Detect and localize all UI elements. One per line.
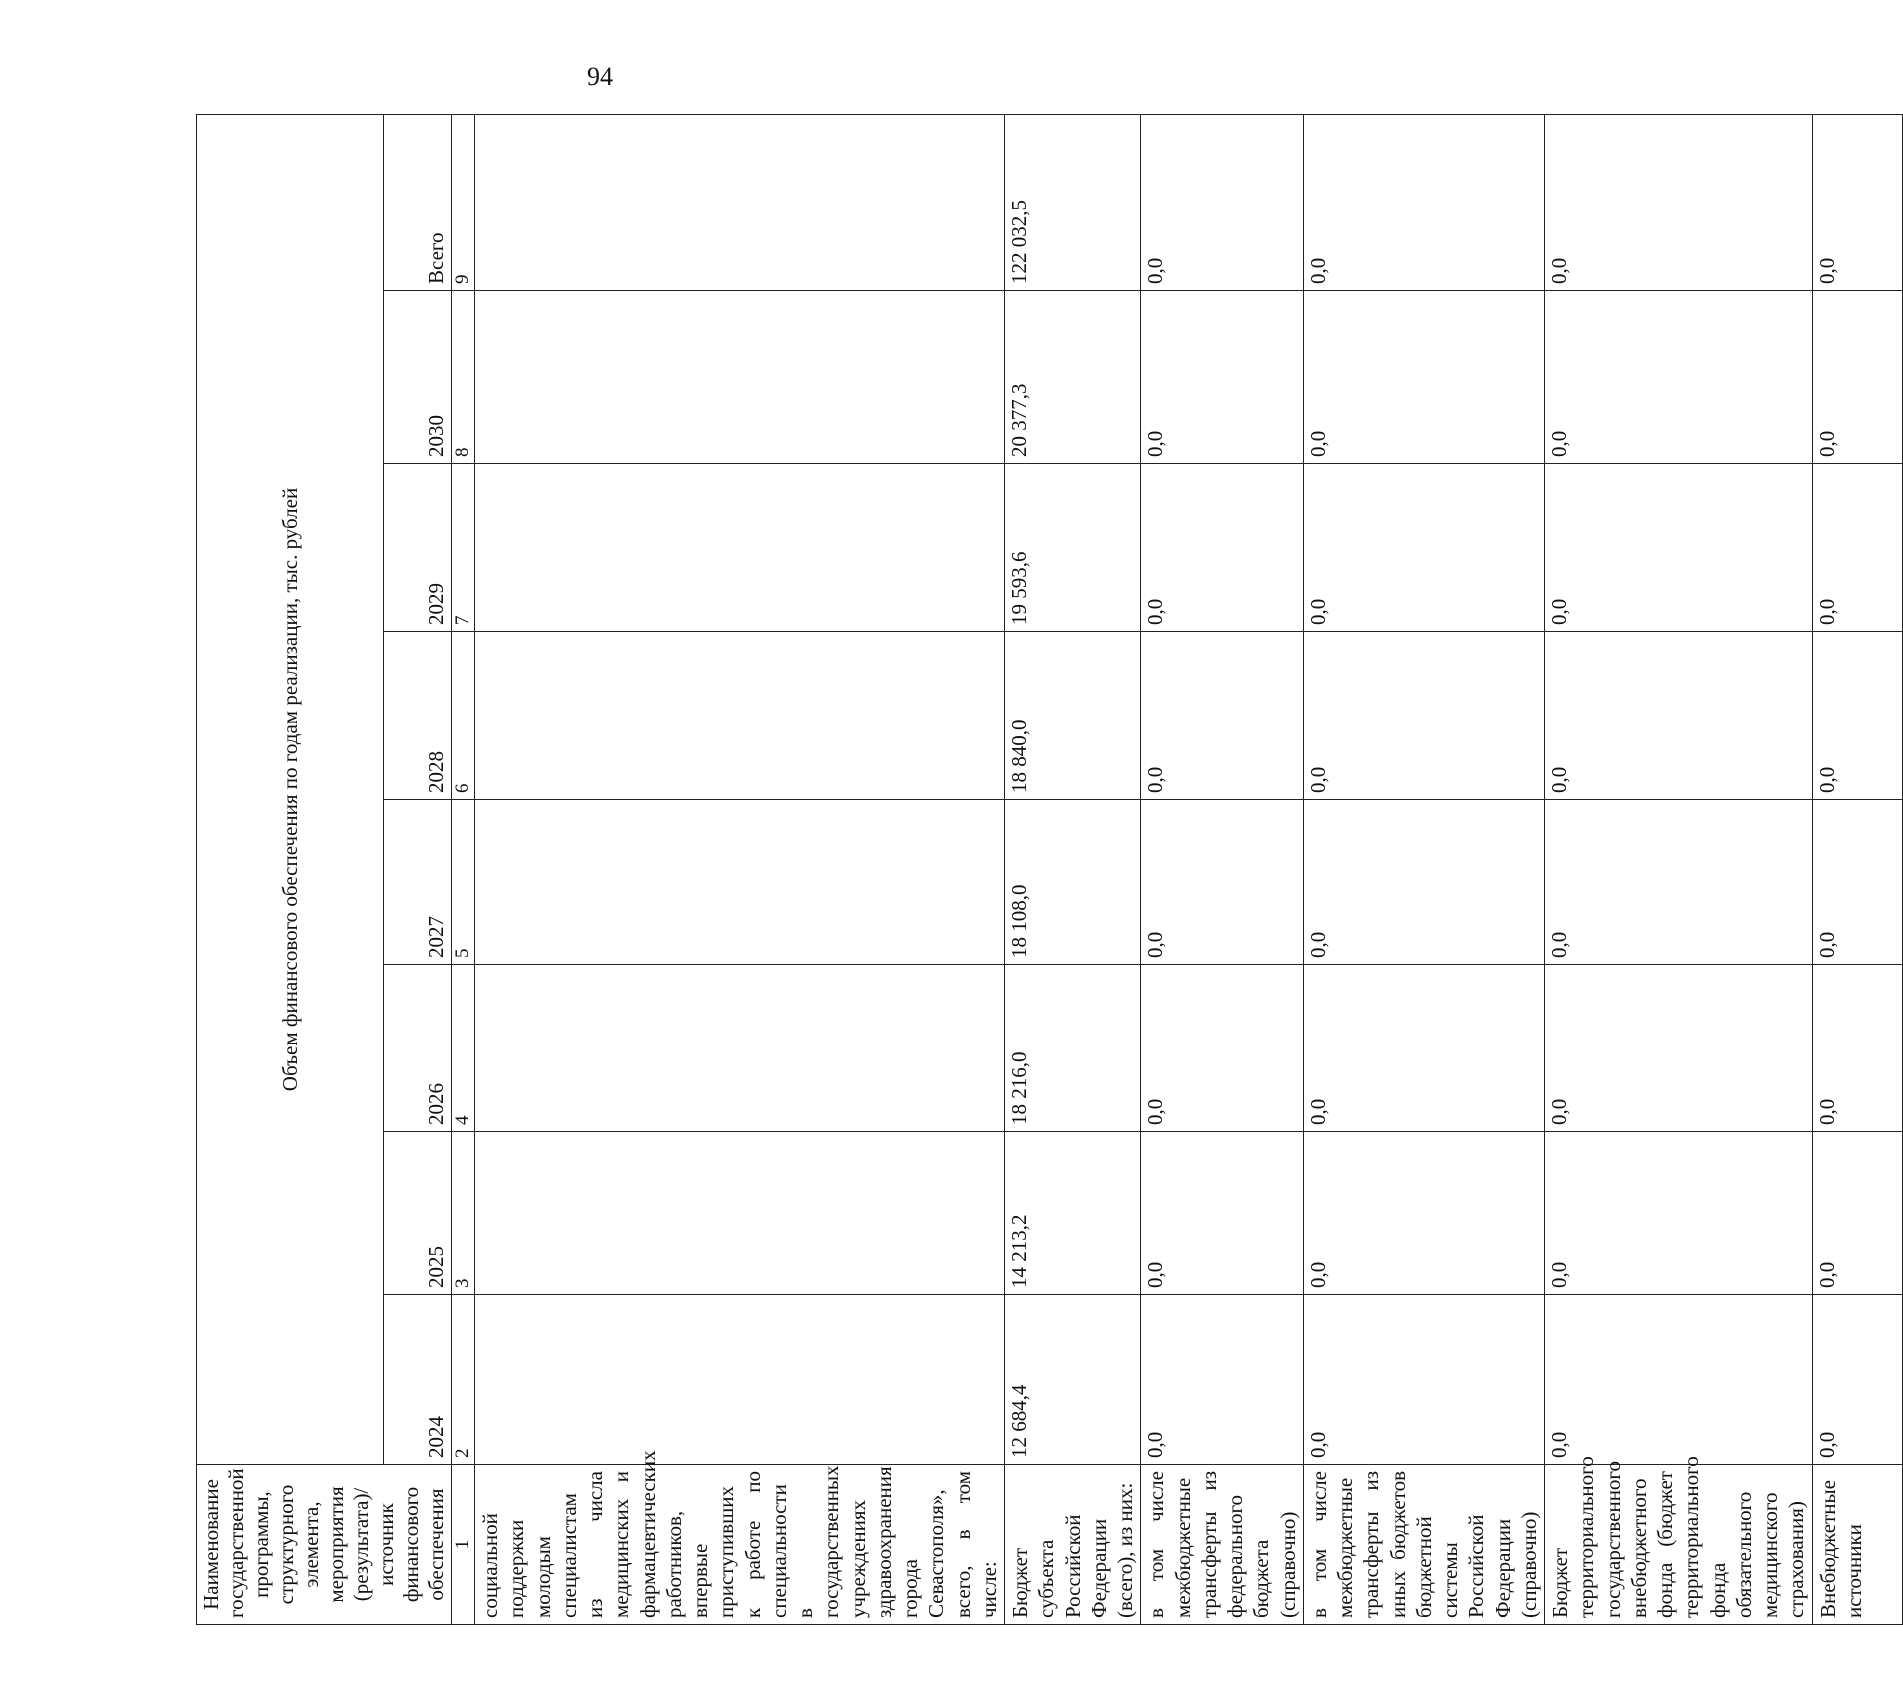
value-cell: 0,0 xyxy=(1545,965,1813,1132)
table-row xyxy=(1141,114,1304,1624)
table-row xyxy=(1812,114,1902,1624)
value-cell: 0,0 xyxy=(1303,114,1544,290)
rotated-table-wrapper xyxy=(196,115,1866,1625)
value-cell: 0,0 xyxy=(1545,1295,1813,1465)
column-number-cell: 3 xyxy=(452,1132,475,1295)
value-cell: 18 216,0 xyxy=(1005,965,1141,1132)
year-header-cell: Всего xyxy=(384,114,452,290)
value-cell xyxy=(475,1132,1005,1295)
value-cell: 0,0 xyxy=(1141,464,1304,632)
header-volume-cell: Объем финансового обеспечения по годам реализации, тыс. рублей xyxy=(197,114,384,1464)
value-cell: 18 840,0 xyxy=(1005,632,1141,800)
page-number: 94 xyxy=(587,62,613,91)
row-name-cell: в том числе межбюджетные трансферты из иных бюджетов бюджетной системы Российской Федерации (справочно) xyxy=(1303,1465,1544,1625)
year-header-cell: 2028 xyxy=(384,632,452,800)
column-number-cell: 2 xyxy=(452,1295,475,1465)
value-cell: 0,0 xyxy=(1812,114,1902,290)
value-cell: 0,0 xyxy=(1303,632,1544,800)
year-header-cell: 2027 xyxy=(384,800,452,965)
value-cell: 122 032,5 xyxy=(1005,114,1141,290)
value-cell xyxy=(475,800,1005,965)
value-cell: 0,0 xyxy=(1545,800,1813,965)
year-header-row xyxy=(384,114,452,1624)
row-name-cell: в том числе межбюджетные трансферты из федерального бюджета (справочно) xyxy=(1141,1465,1304,1625)
table-row xyxy=(1303,114,1544,1624)
value-cell xyxy=(475,965,1005,1132)
value-cell: 0,0 xyxy=(1545,632,1813,800)
row-name-cell: Бюджет территориального государственного внебюджетного фонда (бюджет территориального фонда обязательного медицинского страхования) xyxy=(1545,1465,1813,1625)
table-row xyxy=(1005,114,1141,1624)
column-number-cell: 7 xyxy=(452,464,475,632)
table-row xyxy=(1545,114,1813,1624)
value-cell: 0,0 xyxy=(1812,1132,1902,1295)
value-cell: 0,0 xyxy=(1141,800,1304,965)
column-number-cell: 1 xyxy=(452,1465,475,1625)
value-cell xyxy=(475,632,1005,800)
value-cell: 14 213,2 xyxy=(1005,1132,1141,1295)
value-cell: 0,0 xyxy=(1812,291,1902,464)
column-number-cell: 9 xyxy=(452,114,475,290)
column-number-cell: 8 xyxy=(452,291,475,464)
value-cell: 0,0 xyxy=(1812,1295,1902,1465)
value-cell: 0,0 xyxy=(1545,464,1813,632)
value-cell: 0,0 xyxy=(1812,632,1902,800)
column-number-cell: 5 xyxy=(452,800,475,965)
row-name-cell: Бюджет субъекта Российской Федерации (всего), из них: xyxy=(1005,1465,1141,1625)
value-cell: 0,0 xyxy=(1545,291,1813,464)
year-header-cell: 2026 xyxy=(384,965,452,1132)
value-cell: 0,0 xyxy=(1141,965,1304,1132)
value-cell: 20 377,3 xyxy=(1005,291,1141,464)
table-row xyxy=(475,114,1005,1624)
value-cell: 0,0 xyxy=(1812,965,1902,1132)
value-cell: 0,0 xyxy=(1141,1295,1304,1465)
value-cell: 0,0 xyxy=(1303,1132,1544,1295)
year-header-cell: 2029 xyxy=(384,464,452,632)
value-cell: 12 684,4 xyxy=(1005,1295,1141,1465)
value-cell: 0,0 xyxy=(1545,114,1813,290)
value-cell: 0,0 xyxy=(1141,114,1304,290)
row-name-cell: Внебюджетные источники xyxy=(1812,1465,1902,1625)
column-number-cell: 6 xyxy=(452,632,475,800)
value-cell: 0,0 xyxy=(1812,464,1902,632)
value-cell: 19 593,6 xyxy=(1005,464,1141,632)
value-cell: 0,0 xyxy=(1141,1132,1304,1295)
value-cell: 0,0 xyxy=(1141,632,1304,800)
value-cell: 0,0 xyxy=(1812,800,1902,965)
value-cell: 0,0 xyxy=(1303,291,1544,464)
value-cell xyxy=(475,291,1005,464)
value-cell: 0,0 xyxy=(1545,1132,1813,1295)
value-cell xyxy=(475,114,1005,290)
value-cell xyxy=(475,464,1005,632)
table-body xyxy=(475,114,1903,1624)
value-cell: 0,0 xyxy=(1303,800,1544,965)
value-cell: 0,0 xyxy=(1141,291,1304,464)
year-header-cell: 2030 xyxy=(384,291,452,464)
value-cell: 18 108,0 xyxy=(1005,800,1141,965)
value-cell xyxy=(475,1295,1005,1465)
value-cell: 0,0 xyxy=(1303,1295,1544,1465)
year-header-cell: 2025 xyxy=(384,1132,452,1295)
financing-table xyxy=(196,114,1903,1625)
column-number-cell: 4 xyxy=(452,965,475,1132)
year-header-cell: 2024 xyxy=(384,1295,452,1465)
value-cell: 0,0 xyxy=(1303,965,1544,1132)
row-name-cell: социальной поддержки молодым специалистам из числа медицинских и фармацевтических работников, впервые приступивших к работе по специальности в государственных учреждениях здравоохранения города Севастополя», всего, в том числе: xyxy=(475,1465,1005,1625)
value-cell: 0,0 xyxy=(1303,464,1544,632)
header-name-cell: Наименование государственной программы, структурного элемента, мероприятия (результата)/источник финансового обеспечения xyxy=(197,1465,452,1625)
column-number-row xyxy=(452,114,475,1624)
